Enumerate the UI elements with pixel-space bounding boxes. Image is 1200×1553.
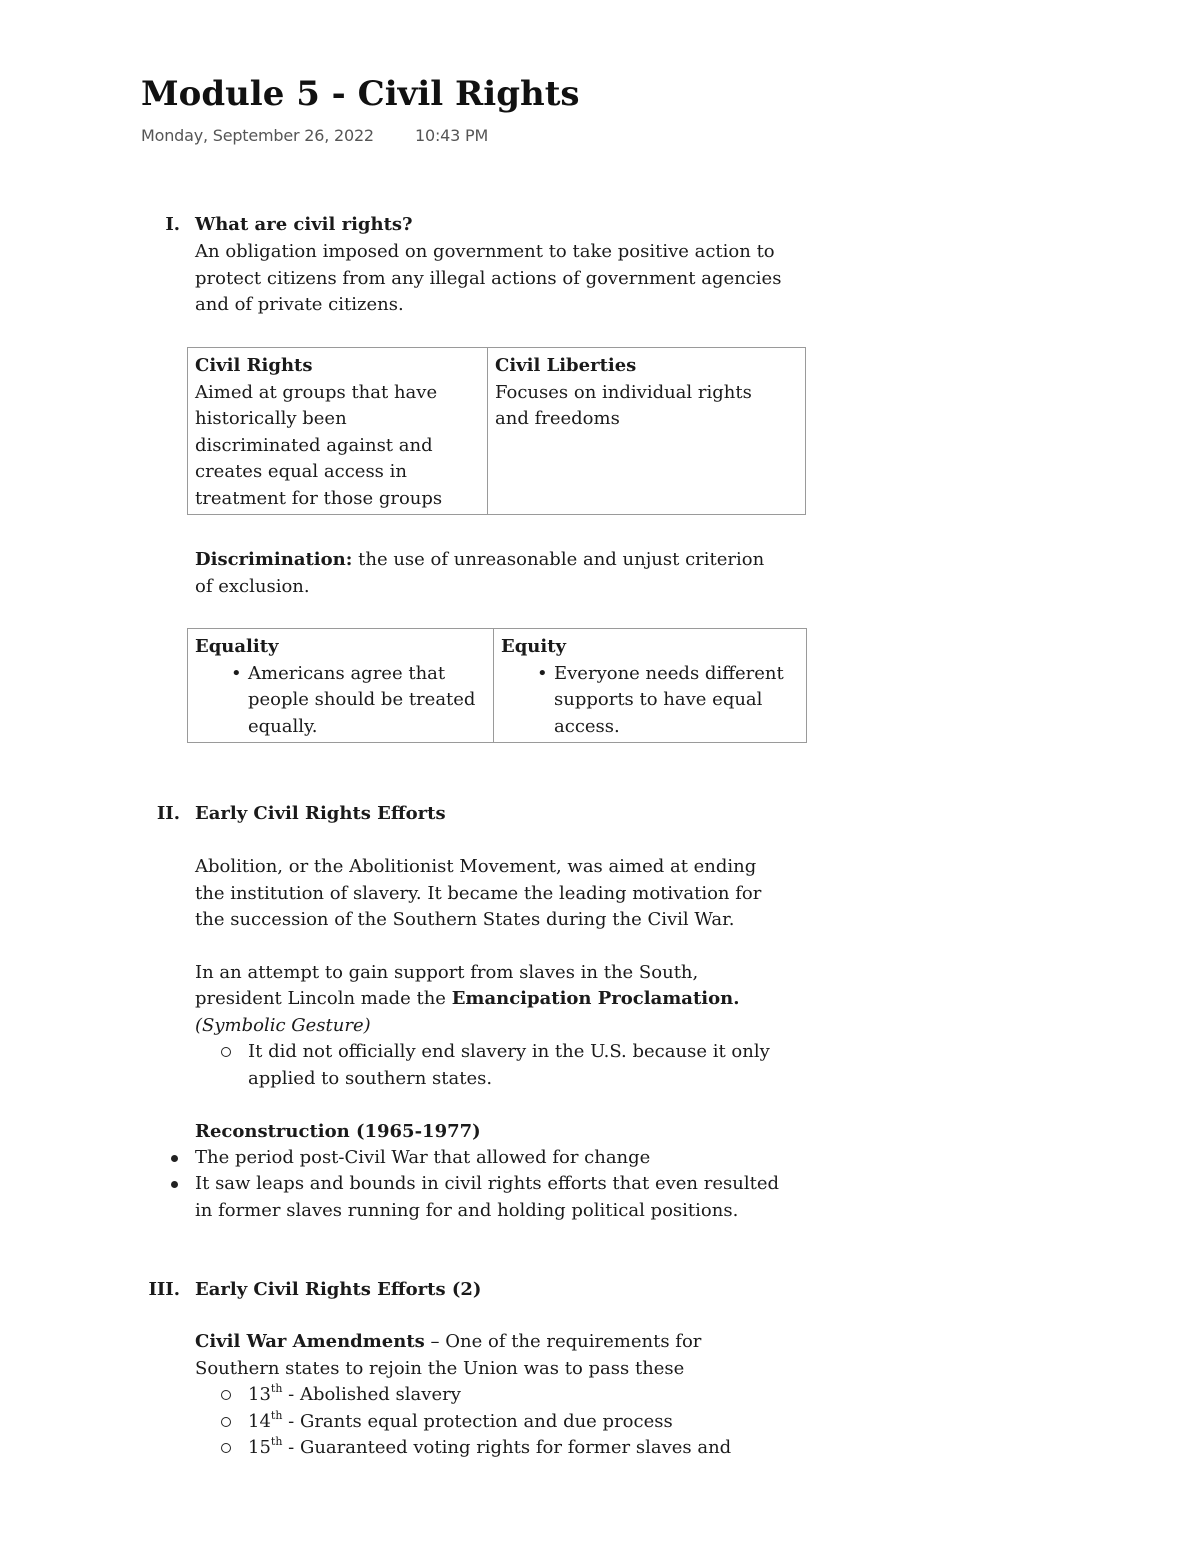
discrimination-term: Discrimination:	[195, 549, 353, 570]
paragraph-line: Abolition, or the Abolitionist Movement, was aimed at ending	[195, 856, 757, 877]
discrimination-definition	[195, 547, 764, 574]
section-numeral-3: III.	[148, 1279, 180, 1300]
section-heading-1: What are civil rights?	[195, 214, 413, 235]
reconstruction-heading: Reconstruction (1965-1977)	[195, 1121, 481, 1142]
emancipation-proclamation: Emancipation Proclamation.	[451, 988, 740, 1009]
bullet-line: people should be treated	[248, 689, 476, 710]
symbolic-gesture-note: (Symbolic Gesture)	[195, 1015, 371, 1036]
equity-heading: Equity	[501, 636, 567, 657]
section-heading-3: Early Civil Rights Efforts (2)	[195, 1279, 482, 1300]
sub-bullet-line: It did not officially end slavery in the U.S. because it only	[248, 1041, 770, 1062]
disc-bullet-icon	[171, 1181, 178, 1188]
cell-line: treatment for those groups	[195, 487, 443, 509]
section-numeral-1: I.	[165, 214, 180, 235]
circle-bullet-icon	[221, 1443, 231, 1453]
amendment-number: 15	[248, 1437, 271, 1458]
bullet-icon: •	[231, 662, 242, 684]
amendments-term: Civil War Amendments	[195, 1331, 425, 1352]
lincoln-line-1: In an attempt to gain support from slaves in the South,	[195, 962, 699, 983]
cell-line: and freedoms	[495, 408, 620, 429]
amendments-text-cont: Southern states to rejoin the Union was to pass these	[195, 1358, 685, 1379]
amendment-number: 14	[248, 1411, 271, 1432]
amendment-text	[248, 1382, 461, 1409]
amendment-number: 13	[248, 1384, 271, 1405]
bullet-line: equally.	[248, 715, 318, 737]
bullet-line: Everyone needs different	[554, 662, 784, 684]
amendments-intro	[195, 1329, 701, 1356]
civil-liberties-heading: Civil Liberties	[495, 355, 637, 376]
equity-cell	[494, 629, 807, 743]
rights-vs-liberties-table	[187, 347, 806, 515]
discrimination-text-cont: of exclusion.	[195, 576, 310, 597]
definition-line: protect citizens from any illegal actions of government agencies	[195, 267, 782, 289]
page-title: Module 5 - Civil Rights	[141, 74, 580, 114]
definition-line: and of private citizens.	[195, 294, 404, 315]
equity-bullet	[501, 661, 799, 741]
amendments-text: – One of the requirements for	[424, 1331, 702, 1352]
equality-vs-equity-table	[187, 628, 807, 743]
amendment-ordinal: th	[270, 1409, 283, 1422]
cell-line: historically been	[195, 408, 347, 429]
civil-rights-definition	[195, 239, 815, 319]
cell-line: creates equal access in	[195, 461, 407, 482]
abolition-paragraph	[195, 854, 815, 934]
cell-line: Aimed at groups that have	[195, 381, 438, 403]
civil-rights-cell	[188, 348, 488, 515]
amendment-ordinal: th	[270, 1435, 283, 1448]
definition-line: An obligation imposed on government to take positive action to	[195, 241, 775, 262]
amendment-description: - Guaranteed voting rights for former slaves and	[282, 1437, 732, 1458]
bullet-text-cont: in former slaves running for and holding political positions.	[195, 1200, 739, 1221]
bullet-line: supports to have equal	[554, 689, 763, 710]
equality-bullet	[195, 661, 486, 741]
circle-bullet-icon	[221, 1390, 231, 1400]
bullet-text: The period post-Civil War that allowed for change	[195, 1147, 651, 1168]
civil-rights-heading: Civil Rights	[195, 355, 313, 376]
bullet-line: access.	[554, 715, 620, 737]
page-date: Monday, September 26, 2022	[141, 126, 374, 145]
equality-heading: Equality	[195, 636, 279, 657]
section-numeral-2: II.	[156, 803, 180, 824]
amendment-ordinal: th	[270, 1382, 283, 1395]
paragraph-line: the succession of the Southern States during the Civil War.	[195, 909, 735, 930]
page-time: 10:43 PM	[415, 126, 489, 145]
section-heading-2: Early Civil Rights Efforts	[195, 803, 446, 824]
lincoln-line-2	[195, 986, 739, 1013]
circle-bullet-icon	[221, 1047, 231, 1057]
lincoln-text: president Lincoln made the	[195, 988, 452, 1009]
bullet-line: Americans agree that	[248, 662, 446, 684]
amendment-text	[248, 1409, 673, 1436]
discrimination-text: the use of unreasonable and unjust criterion	[352, 549, 765, 570]
cell-line: discriminated against and	[195, 434, 433, 456]
bullet-text: It saw leaps and bounds in civil rights efforts that even resulted	[195, 1173, 779, 1194]
bullet-icon: •	[537, 662, 548, 684]
cell-line: Focuses on individual rights	[495, 381, 752, 403]
sub-bullet-line-cont: applied to southern states.	[248, 1068, 493, 1089]
amendment-description: - Grants equal protection and due process	[282, 1411, 673, 1432]
amendment-text	[248, 1435, 731, 1462]
equality-cell	[188, 629, 494, 743]
circle-bullet-icon	[221, 1417, 231, 1427]
amendment-description: - Abolished slavery	[282, 1384, 461, 1405]
paragraph-line: the institution of slavery. It became the leading motivation for	[195, 882, 762, 904]
disc-bullet-icon	[171, 1155, 178, 1162]
civil-liberties-cell	[488, 348, 806, 515]
